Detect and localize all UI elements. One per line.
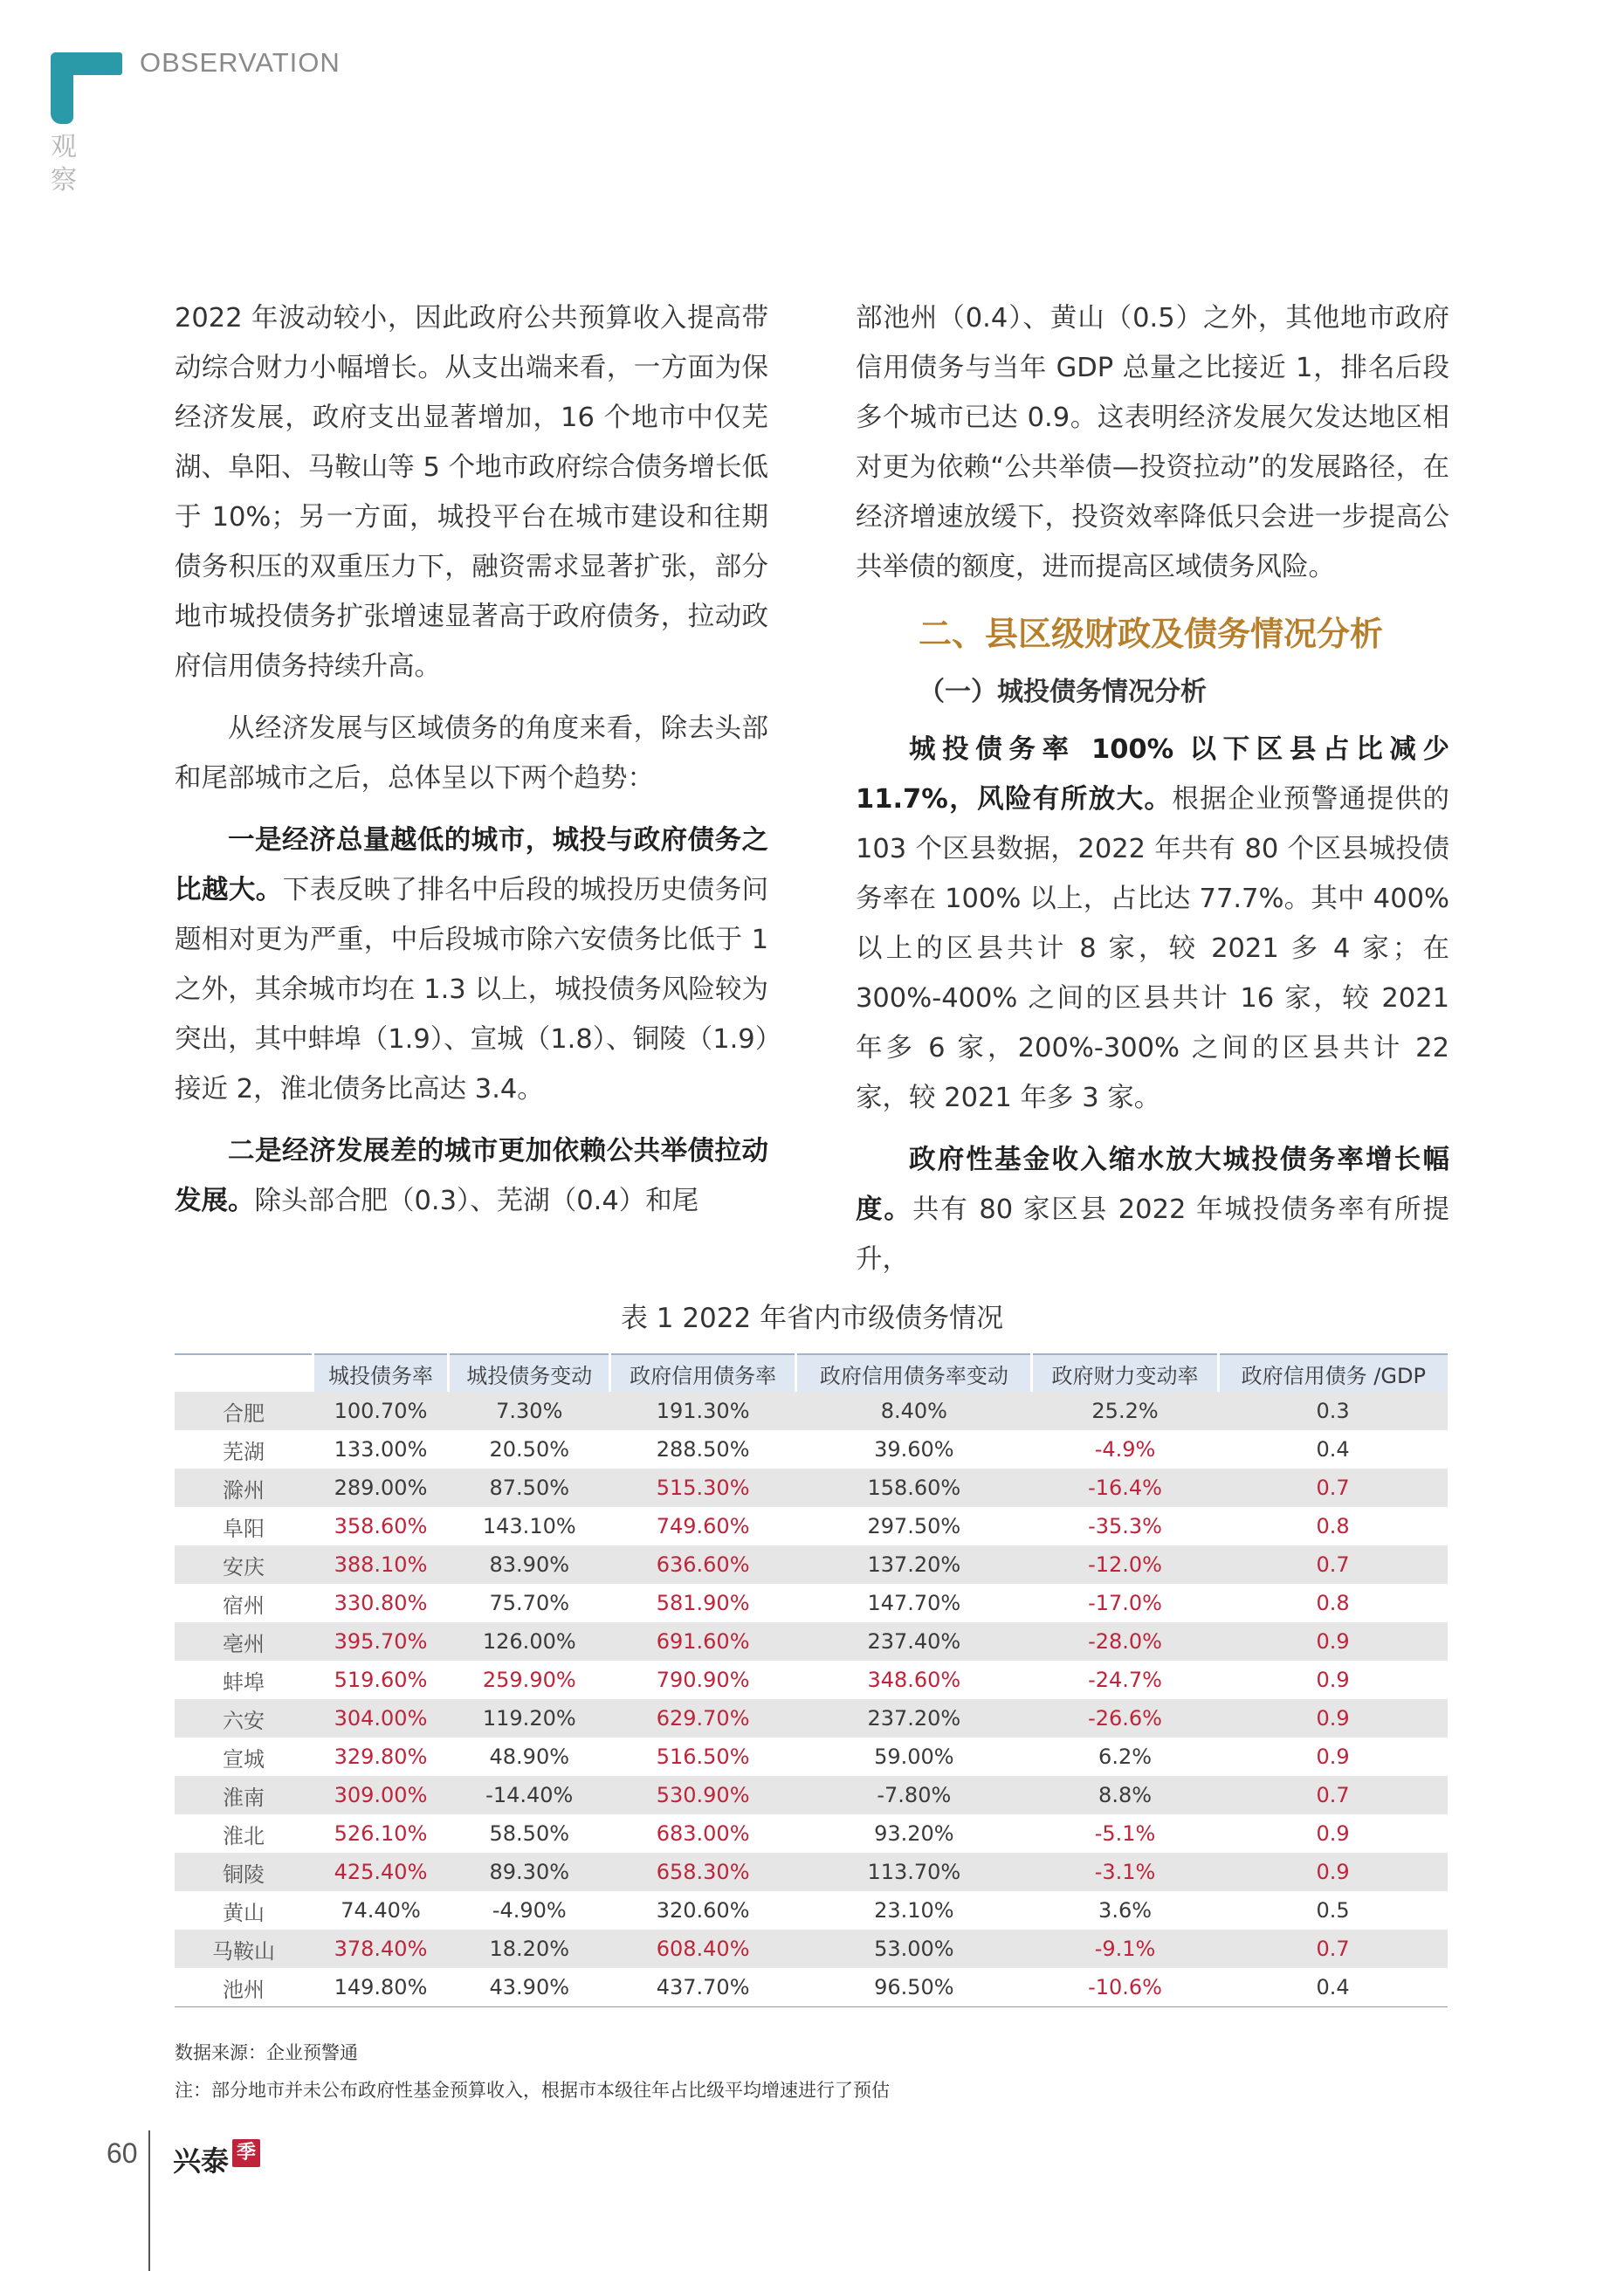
table-cell: 526.10% (334, 1821, 428, 1846)
debt-table (175, 1353, 1448, 2007)
table-cell: 53.00% (796, 1930, 1032, 1968)
table-header-row (175, 1354, 1448, 1392)
table-header-cell: 城投债务变动 (449, 1354, 610, 1392)
table-cell-city: 淮北 (223, 1823, 265, 1848)
page-number: 60 (107, 2137, 138, 2169)
table-cell-city: 淮南 (175, 1776, 313, 1814)
paragraph-lead: 二是经济发展差的城市更加依赖公共举债拉动发展。 (175, 1136, 768, 1216)
table-cell-city: 铜陵 (175, 1853, 313, 1891)
footer-divider (148, 2130, 150, 2271)
table-cell: 3.6% (1098, 1898, 1153, 1923)
table-cell: 388.10% (313, 1545, 449, 1584)
table-cell: 93.20% (874, 1821, 954, 1846)
paragraph-body: 共有 80 家区县 2022 年城投债务率有所提升， (856, 1194, 1449, 1275)
table-cell: 320.60% (656, 1898, 750, 1923)
table-cell: 629.70% (610, 1699, 796, 1738)
table-cell: 358.60% (334, 1514, 428, 1538)
table-cell: 330.80% (334, 1591, 428, 1615)
table-cell-city: 芜湖 (223, 1439, 265, 1464)
table-cell: -7.80% (796, 1776, 1032, 1814)
table-cell-city: 六安 (175, 1699, 313, 1738)
table-cell: 348.60% (867, 1668, 961, 1692)
brand-logo (173, 2139, 260, 2179)
table-row (175, 1507, 1448, 1545)
table-row (175, 1469, 1448, 1507)
table-header-cell: 政府信用债务率 (610, 1354, 796, 1392)
table-cell: -17.0% (1088, 1591, 1162, 1615)
table-cell: 191.30% (610, 1392, 796, 1430)
table-cell: 59.00% (874, 1745, 954, 1769)
table-cell: 149.80% (313, 1968, 449, 2007)
table-cell: -26.6% (1032, 1699, 1218, 1738)
table-cell: 0.7 (1218, 1545, 1448, 1584)
table-cell: 0.9 (1316, 1668, 1350, 1692)
table-cell: -9.1% (1032, 1930, 1218, 1968)
table-row (175, 1968, 1448, 2007)
table-cell: 749.60% (656, 1514, 750, 1538)
brand-name: 兴泰 (173, 2144, 230, 2178)
table-cell: 425.40% (313, 1853, 449, 1891)
table-row (175, 1622, 1448, 1661)
table-cell-city: 阜阳 (223, 1516, 265, 1541)
table-row (175, 1776, 1448, 1814)
table-cell: 581.90% (656, 1591, 750, 1615)
paragraph (175, 1126, 768, 1226)
table-row (175, 1430, 1448, 1469)
table-cell: 658.30% (610, 1853, 796, 1891)
paragraph (175, 815, 768, 1114)
section-heading: 二、县区级财政及债务情况分析 (919, 615, 1384, 653)
table-cell: 329.80% (334, 1745, 428, 1769)
table-cell: 0.9 (1316, 1745, 1350, 1769)
table-cell: 126.00% (449, 1622, 610, 1661)
table-cell: 0.4 (1218, 1968, 1448, 2007)
table-cell: 378.40% (313, 1930, 449, 1968)
table-cell: 137.20% (796, 1545, 1032, 1584)
table-cell-city: 蚌埠 (223, 1669, 265, 1695)
table-cell-city: 马鞍山 (175, 1930, 313, 1968)
table-cell: 8.8% (1032, 1776, 1218, 1814)
table-cell: 309.00% (313, 1776, 449, 1814)
section-title-en: OBSERVATION (140, 47, 341, 78)
table-cell: 0.7 (1218, 1930, 1448, 1968)
corner-logo (51, 52, 122, 124)
table-cell: 48.90% (489, 1745, 570, 1769)
table-cell: -5.1% (1094, 1821, 1156, 1846)
table-cell: 288.50% (656, 1437, 750, 1462)
table-cell: 158.60% (796, 1469, 1032, 1507)
table-cell: 18.20% (449, 1930, 610, 1968)
table-cell: 0.9 (1218, 1699, 1448, 1738)
table-cell: 20.50% (489, 1437, 570, 1462)
table-cell: 96.50% (796, 1968, 1032, 2007)
table-cell: -4.9% (1094, 1437, 1156, 1462)
table-cell: 119.20% (449, 1699, 610, 1738)
table-cell: 6.2% (1098, 1745, 1153, 1769)
table-cell: 39.60% (874, 1437, 954, 1462)
table-cell: 0.9 (1316, 1821, 1350, 1846)
table-cell: 83.90% (449, 1545, 610, 1584)
table-cell: 74.40% (341, 1898, 421, 1923)
table-header-city (175, 1354, 313, 1392)
table-cell: 75.70% (489, 1591, 570, 1615)
table-cell-city: 滁州 (175, 1469, 313, 1507)
table-cell: 636.60% (610, 1545, 796, 1584)
table-cell: 0.8 (1316, 1514, 1350, 1538)
table-cell: 100.70% (313, 1392, 449, 1430)
table-cell: -35.3% (1088, 1514, 1162, 1538)
table-cell: 0.9 (1218, 1622, 1448, 1661)
table-cell: -3.1% (1032, 1853, 1218, 1891)
table-cell: 143.10% (482, 1514, 576, 1538)
section-title-cn: 观察 (51, 132, 77, 196)
table-cell: 0.8 (1316, 1591, 1350, 1615)
table-cell: 87.50% (449, 1469, 610, 1507)
table-cell: 259.90% (482, 1668, 576, 1692)
paragraph: 从经济发展与区域债务的角度来看，除去头部和尾部城市之后，总体呈以下两个趋势： (175, 713, 768, 794)
table-cell-city: 安庆 (175, 1545, 313, 1584)
paragraph-body: 下表反映了排名中后段的城投历史债务问题相对更为严重，中后段城市除六安债务比低于 1 之外，其余城市均在 1.3 以上，城投债务风险较为突出，其中蚌埠（1.9）、宣城（1.8）、铜陵（1.9）接近 2，淮北债务比高达 3.4。 (175, 875, 769, 1105)
table-note: 注：部分地市并未公布政府性基金预算收入，根据市本级往年占比级平均增速进行了预估 (175, 2080, 890, 2101)
table-cell: 608.40% (610, 1930, 796, 1968)
table-cell: 0.4 (1316, 1437, 1350, 1462)
table-cell: 691.60% (610, 1622, 796, 1661)
table-cell: 0.7 (1218, 1776, 1448, 1814)
table-cell-city: 合肥 (175, 1392, 313, 1430)
table-cell: 0.7 (1218, 1469, 1448, 1507)
paragraph-lead: 一是经济总量越低的城市，城投与政府债务之比越大。 (175, 825, 768, 905)
table-cell: 516.50% (656, 1745, 750, 1769)
paragraph: 部池州（0.4）、黄山（0.5）之外，其他地市政府信用债务与当年 GDP 总量之比接近 1，排名后段多个城市已达 0.9。这表明经济发展欠发达地区相对更为依赖“公共举债—投资拉动”的发展路径，在经济增速放缓下，投资效率降低只会进一步提高公共举债的额度，进而提高区域债务风险。 (856, 303, 1449, 582)
table-row (175, 1545, 1448, 1584)
table-header-cell: 政府信用债务 /GDP (1218, 1354, 1448, 1392)
table-header-cell: 政府信用债务率变动 (796, 1354, 1032, 1392)
table-cell: 8.40% (796, 1392, 1032, 1430)
table-cell: 304.00% (313, 1699, 449, 1738)
table-cell: 437.70% (610, 1968, 796, 2007)
table-row (175, 1738, 1448, 1776)
table-cell-city: 亳州 (175, 1622, 313, 1661)
table-cell-city: 池州 (175, 1968, 313, 2007)
table-cell: -12.0% (1032, 1545, 1218, 1584)
table-cell: 25.2% (1032, 1392, 1218, 1430)
table-cell: 790.90% (656, 1668, 750, 1692)
table-cell: 0.9 (1218, 1853, 1448, 1891)
table-row (175, 1661, 1448, 1699)
paragraph-body: 除头部合肥（0.3）、芜湖（0.4）和尾 (254, 1186, 699, 1216)
table-cell-city: 黄山 (223, 1900, 265, 1925)
right-column (856, 293, 1449, 1284)
table-body (175, 1392, 1448, 2007)
table-row (175, 1699, 1448, 1738)
table-cell: 395.70% (313, 1622, 449, 1661)
table-cell: 43.90% (449, 1968, 610, 2007)
table-row (175, 1891, 1448, 1930)
table-cell: 297.50% (867, 1514, 961, 1538)
table-cell: 683.00% (656, 1821, 750, 1846)
table-cell: 58.50% (489, 1821, 570, 1846)
brand-mark: 季 (232, 2139, 260, 2167)
table-cell: 237.40% (796, 1622, 1032, 1661)
table-cell: -16.4% (1032, 1469, 1218, 1507)
table-cell: 515.30% (610, 1469, 796, 1507)
table-row (175, 1853, 1448, 1891)
table-cell: 519.60% (334, 1668, 428, 1692)
table-header-cell: 城投债务率 (313, 1354, 449, 1392)
table-cell: 0.3 (1218, 1392, 1448, 1430)
table-cell: 237.20% (796, 1699, 1032, 1738)
table-source: 数据来源：企业预警通 (175, 2042, 358, 2063)
table-cell: 289.00% (313, 1469, 449, 1507)
table-cell: 0.5 (1316, 1898, 1350, 1923)
table-cell: -4.90% (492, 1898, 567, 1923)
table-cell: 89.30% (449, 1853, 610, 1891)
table-row (175, 1392, 1448, 1430)
table-cell: -28.0% (1032, 1622, 1218, 1661)
paragraph (856, 725, 1449, 1123)
table-cell: -14.40% (449, 1776, 610, 1814)
table-row (175, 1584, 1448, 1622)
table-row (175, 1814, 1448, 1853)
table-cell: -10.6% (1032, 1968, 1218, 2007)
table-cell: 530.90% (610, 1776, 796, 1814)
corner-logo-bar-vertical (51, 52, 73, 124)
table-header-cell: 政府财力变动率 (1032, 1354, 1218, 1392)
paragraph-lead: 政府性基金收入缩水放大城投债务率增长幅度。 (856, 1145, 1449, 1225)
table-title: 表 1 2022 年省内市级债务情况 (620, 1303, 1004, 1334)
table-cell-city: 宣城 (223, 1746, 265, 1772)
table-cell: 133.00% (334, 1437, 428, 1462)
table-cell: 147.70% (867, 1591, 961, 1615)
table-cell: -24.7% (1088, 1668, 1162, 1692)
table-cell: 23.10% (874, 1898, 954, 1923)
subsection-heading: （一）城投债务情况分析 (919, 677, 1207, 707)
table-cell: 113.70% (796, 1853, 1032, 1891)
paragraph-body: 根据企业预警通提供的 103 个区县数据，2022 年共有 80 个区县城投债务率在 100% 以上，占比达 77.7%。其中 400% 以上的区县共计 8 家，较 2021 多 4 家；在 300%-400% 之间的区县共计 16 家，较 2021 年多 6 家，200%-300% 之间的区县共计 22 家，较 2021 年多 3 家。 (856, 784, 1449, 1113)
paragraph (856, 1135, 1449, 1284)
table-cell-city: 宿州 (223, 1593, 265, 1618)
left-column (175, 293, 768, 1226)
table-cell: 7.30% (449, 1392, 610, 1430)
paragraph-lead: 城投债务率 100% 以下区县占比减少 11.7%，风险有所放大。 (856, 734, 1449, 815)
table-row (175, 1930, 1448, 1968)
paragraph: 2022 年波动较小，因此政府公共预算收入提高带动综合财力小幅增长。从支出端来看，一方面为保经济发展，政府支出显著增加，16 个地市中仅芜湖、阜阳、马鞍山等 5 个地市政府综合债务增长低于 10%；另一方面，城投平台在城市建设和往期债务积压的双重压力下，融资需求显著扩张，部分地市城投债务扩张增速显著高于政府债务，拉动政府信用债务持续升高。 (175, 303, 768, 682)
